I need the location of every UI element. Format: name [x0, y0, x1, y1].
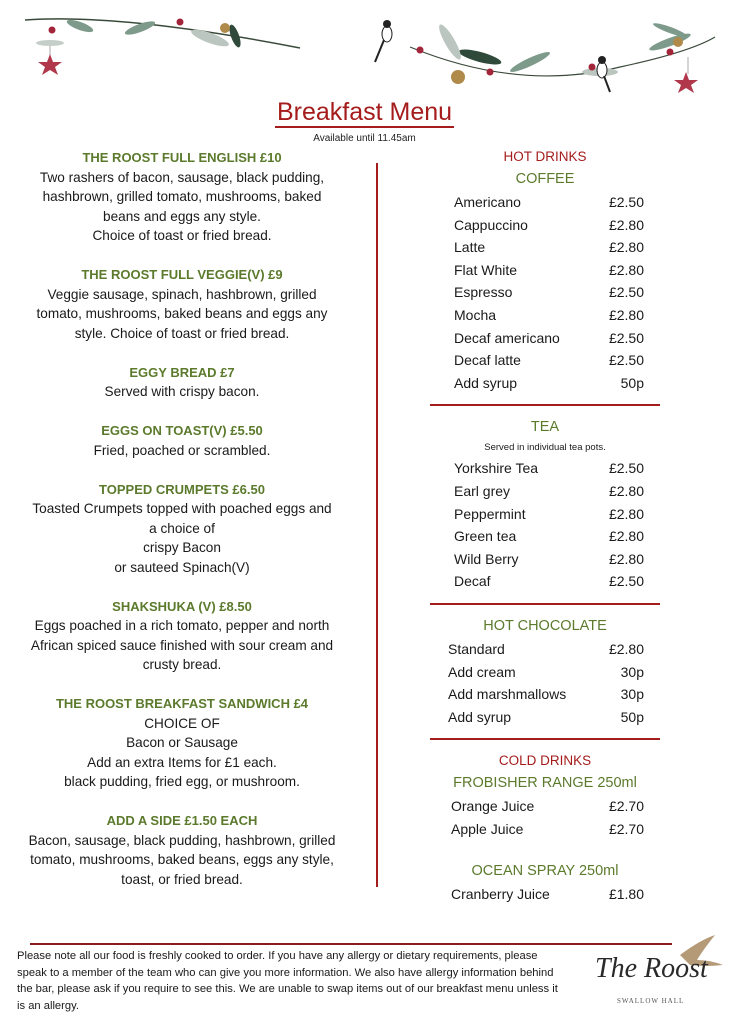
menu-item-description: Toasted Crumpets topped with poached eggs and: [32, 501, 332, 516]
menu-item-description: crusty bread.: [142, 657, 222, 672]
menu-item-description: beans and eggs any style.: [103, 208, 261, 224]
drink-price: £2.80: [608, 550, 644, 567]
ocean-spray-heading: OCEAN SPRAY 250ml: [471, 863, 619, 880]
swallow-logo-icon: [585, 935, 725, 1015]
menu-item-description: hashbrown, grilled tomato, mushrooms, baked: [42, 189, 322, 204]
menu-item-description: a choice of: [149, 520, 215, 536]
drink-row: [430, 480, 660, 503]
food-menu: [12, 148, 352, 909]
drink-price: £2.80: [608, 239, 644, 256]
hot-drinks-heading: HOT DRINKS: [503, 149, 587, 164]
drinks-list: [427, 883, 660, 906]
footer-divider: [30, 943, 672, 945]
drink-name: Add syrup: [448, 708, 512, 725]
drink-row: [424, 683, 660, 706]
drink-price: £2.50: [608, 194, 644, 210]
menu-item-description: style. Choice of toast or fried bread.: [74, 325, 290, 341]
drink-row: [427, 795, 660, 818]
frobisher-heading: FROBISHER RANGE 250ml: [453, 775, 637, 792]
coffee-heading: COFFEE: [515, 171, 575, 187]
drink-row: [427, 883, 660, 906]
menu-item-description: Fried, poached or scrambled.: [93, 442, 271, 458]
menu-item-description: black pudding, fried egg, or mushroom.: [64, 774, 300, 789]
drink-price: £2.80: [608, 482, 644, 499]
menu-item-description: toast, or fried bread.: [121, 871, 243, 887]
menu-item-heading: EGGS ON TOAST(V) £5.50: [101, 423, 263, 438]
drink-row: [430, 259, 660, 282]
svg-text:SWALLOW HALL: SWALLOW HALL: [617, 997, 685, 1005]
drink-price: 30p: [620, 663, 644, 680]
drink-name: Cappuccino: [454, 216, 528, 233]
cold-drinks-heading: COLD DRINKS: [498, 753, 592, 769]
drinks-list: [424, 638, 660, 728]
drink-price: £1.80: [608, 886, 644, 903]
menu-item-heading: EGGY BREAD £7: [129, 364, 235, 380]
menu-item: [12, 597, 352, 675]
menu-item: [12, 363, 352, 402]
drinks-list: [430, 191, 660, 394]
drink-price: £2.80: [608, 528, 644, 545]
menu-item-description: Bacon or Sausage: [126, 735, 238, 750]
menu-item: [12, 811, 352, 889]
drink-price: £2.80: [608, 505, 644, 522]
drink-row: [424, 638, 660, 661]
menu-item-description: African spiced sauce finished with sour cream and: [30, 637, 334, 653]
drink-row: [430, 236, 660, 259]
allergy-note: Please note all our food is freshly cooked to order. If you have any allergy or dietary requirements, please speak to a member of the team who can give you more information. We also have allergy information behind the bar, please ask if you require to see this. We are unable to swap items out of our breakfast menu unless it is an allergy.: [17, 950, 558, 1012]
drink-row: [430, 372, 660, 395]
drink-name: Decaf: [454, 573, 491, 590]
drink-name: Standard: [448, 640, 505, 657]
drink-price: £2.80: [608, 216, 644, 233]
hot-chocolate-heading: HOT CHOCOLATE: [483, 617, 607, 634]
drink-row: [430, 503, 660, 526]
drink-name: Add marshmallows: [448, 686, 567, 703]
drink-row: [430, 570, 660, 593]
star-icon: [674, 72, 698, 93]
drink-row: [430, 327, 660, 350]
drink-name: Earl grey: [454, 482, 511, 499]
drink-price: £2.50: [608, 329, 644, 346]
drink-name: Green tea: [454, 528, 517, 545]
drink-name: Yorkshire Tea: [454, 460, 539, 477]
drink-name: Cranberry Juice: [451, 886, 550, 903]
menu-item-heading: SHAKSHUKA (V) £8.50: [112, 598, 252, 614]
the-roost-logo: [585, 935, 725, 1015]
drink-price: £2.70: [608, 798, 644, 815]
menu-item-heading: TOPPED CRUMPETS £6.50: [99, 481, 265, 497]
drink-row: [427, 818, 660, 841]
foliage-garland-right: [370, 12, 720, 97]
menu-item-heading: ADD A SIDE £1.50 EACH: [106, 813, 258, 828]
drink-price: £2.50: [608, 460, 644, 477]
menu-item-description: Served with crispy bacon.: [104, 384, 260, 399]
tea-note: Served in individual tea pots.: [484, 442, 606, 454]
drink-row: [430, 349, 660, 372]
drink-row: [430, 304, 660, 327]
drink-price: £2.70: [608, 820, 644, 837]
drink-name: Decaf latte: [454, 352, 521, 369]
drink-row: [430, 548, 660, 571]
drink-name: Americano: [454, 194, 521, 210]
drink-row: [430, 214, 660, 237]
drink-name: Latte: [454, 239, 486, 256]
availability-note: Available until 11.45am: [313, 133, 416, 144]
drink-row: [430, 281, 660, 304]
drink-name: Apple Juice: [451, 820, 524, 837]
drink-price: £2.80: [608, 261, 644, 278]
menu-item-heading: THE ROOST BREAKFAST SANDWICH £4: [55, 696, 309, 711]
drink-price: £2.50: [608, 284, 644, 301]
menu-item-description: tomato, mushrooms, baked beans and eggs any: [36, 306, 328, 321]
section-divider: [430, 738, 660, 740]
svg-text:The Roost: The Roost: [595, 953, 708, 984]
star-icon: [38, 54, 62, 75]
drink-name: Espresso: [454, 284, 513, 301]
section-divider: [430, 603, 660, 605]
drink-row: [430, 457, 660, 480]
menu-item: [12, 265, 352, 343]
drink-row: [430, 191, 660, 214]
drink-name: Wild Berry: [454, 550, 519, 567]
menu-item: [12, 480, 352, 578]
swallow-bird-icon: [375, 20, 392, 62]
menu-item: [12, 694, 352, 792]
drink-price: £2.80: [608, 640, 644, 657]
drink-price: 30p: [620, 686, 644, 703]
menu-item-description: crispy Bacon: [143, 540, 221, 555]
drinks-list: [427, 795, 660, 840]
column-divider: [376, 163, 378, 887]
drink-name: Peppermint: [454, 505, 526, 522]
menu-item: [12, 421, 352, 460]
drink-name: Orange Juice: [451, 798, 535, 815]
drink-name: Add syrup: [454, 374, 518, 391]
menu-item-heading: THE ROOST FULL ENGLISH £10: [82, 150, 282, 165]
tea-heading: TEA: [530, 419, 560, 436]
drink-row: [430, 525, 660, 548]
menu-item-description: or sauteed Spinach(V): [114, 559, 250, 575]
page-title: Breakfast Menu: [276, 98, 453, 126]
drink-row: [424, 706, 660, 729]
drink-price: 50p: [620, 374, 644, 391]
menu-item-description: Bacon, sausage, black pudding, hashbrown, grilled: [28, 832, 336, 848]
menu-item: [12, 148, 352, 246]
menu-item-description: Two rashers of bacon, sausage, black pudding,: [39, 169, 325, 185]
section-divider: [430, 404, 660, 406]
menu-item-description: CHOICE OF: [144, 715, 220, 731]
drink-name: Decaf americano: [454, 329, 560, 346]
drink-name: Add cream: [448, 663, 516, 680]
menu-item-description: Veggie sausage, spinach, hashbrown, grilled: [47, 286, 317, 302]
drink-row: [424, 661, 660, 684]
menu-item-description: Eggs poached in a rich tomato, pepper and north: [34, 618, 330, 633]
menu-item-description: Add an extra Items for £1 each.: [87, 754, 277, 770]
menu-item-heading: THE ROOST FULL VEGGIE(V) £9: [81, 267, 283, 282]
drink-name: Flat White: [454, 261, 518, 278]
drink-price: £2.50: [608, 352, 644, 369]
menu-item-description: Choice of toast or fried bread.: [92, 228, 272, 243]
drink-price: £2.80: [608, 306, 644, 323]
drink-price: 50p: [620, 708, 644, 725]
menu-item-description: tomato, mushrooms, baked beans, eggs any style,: [30, 852, 334, 867]
hot-drinks-section: [430, 146, 660, 906]
foliage-garland-left: [20, 8, 310, 78]
drink-name: Mocha: [454, 306, 497, 323]
drinks-list: [430, 457, 660, 593]
drink-price: £2.50: [608, 573, 644, 590]
